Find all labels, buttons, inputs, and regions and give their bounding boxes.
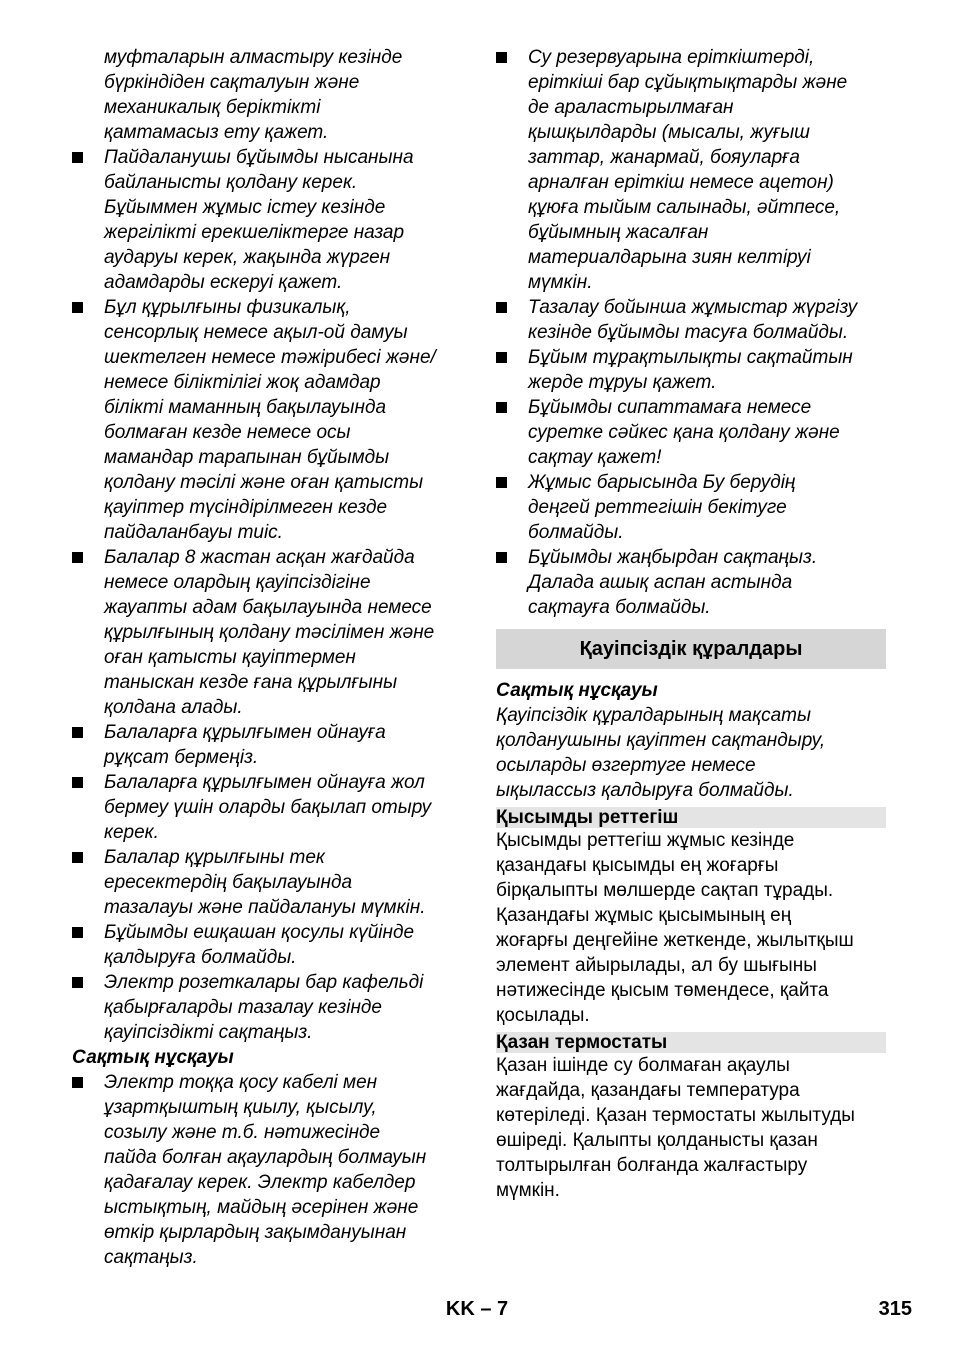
continuation-line: бүркіндіден сақталуын және	[104, 72, 360, 93]
bullet-text-line: мүмкін.	[528, 272, 593, 293]
bullet-item	[496, 470, 886, 545]
caution-text	[496, 703, 886, 803]
bullet-text-line: де араластырылмаған	[528, 97, 734, 118]
bullet-text-line: сақтаңыз.	[104, 1247, 198, 1268]
pressure-line: қосылады.	[496, 1005, 590, 1026]
bullet-text-line: керек.	[104, 822, 159, 843]
bullet-text-line: Балаларға құрылғымен ойнауға жол	[104, 772, 425, 793]
boiler-thermostat-text	[496, 1053, 886, 1203]
bullet-text-line: Бұл құрылғыны физикалық,	[104, 297, 351, 318]
bullet-item	[496, 395, 886, 470]
thermostat-line: жағдайда, қазандағы температура	[496, 1080, 800, 1101]
pressure-line: бірқалыпты мөлшерде сақтап тұрады.	[496, 880, 834, 901]
footer-section-label: KK – 7	[445, 1298, 509, 1320]
bullet-text-line: қышқылдарды (мысалы, жуғыш	[528, 122, 810, 143]
bullet-text-line: суретке сәйкес қана қолдану және	[528, 422, 840, 443]
bullet-text-line: бермеу үшін оларды бақылап отыру	[104, 797, 432, 818]
bullet-item	[72, 845, 462, 920]
bullet-text-line: созылу және т.б. нәтижесінде	[104, 1122, 381, 1143]
continuation-line: қамтамасыз ету қажет.	[104, 122, 329, 143]
bullet-text-line: бұйымның жасалған	[528, 222, 709, 243]
bullet-text-line: Бұйымды ешқашан қосулы күйінде	[104, 922, 415, 943]
pressure-line: нәтижесінде қысым төмендесе, қайта	[496, 980, 829, 1001]
bullet-text-line: Балалар 8 жастан асқан жағдайда	[104, 547, 415, 568]
bullet-text-line: адамдарды ескеруі қажет.	[104, 272, 343, 293]
bullet-text-line: қауіптер түсіндірілмеген кезде	[104, 497, 388, 518]
bullet-item	[496, 295, 886, 345]
bullet-text-line: арналған еріткіш немесе ацетон)	[528, 172, 834, 193]
bullet-text-line: пайда болған ақаулардың болмауын	[104, 1147, 427, 1168]
bullet-text-line: Бұйым тұрақтылықты сақтайтын	[528, 347, 853, 368]
thermostat-line: өшіреді. Қалыпты қолданысты қазан	[496, 1130, 818, 1151]
bullet-text-line: қауіпсіздікті сақтаңыз.	[104, 1022, 313, 1043]
pressure-line: жоғарғы деңгейіне жеткенде, жылытқыш	[496, 930, 854, 951]
bullet-text-line: қолдану тәсілі және оған қатысты	[104, 472, 424, 493]
continuation-text	[72, 45, 462, 145]
bullet-text-line: сақтау қажет!	[528, 447, 662, 468]
bullet-item	[72, 145, 462, 295]
bullet-text-line: Бұйыммен жұмыс істеу кезінде	[104, 197, 386, 218]
bullet-text-line: Бұйымды жаңбырдан сақтаңыз.	[528, 547, 818, 568]
bullet-text-line: рұқсат бермеңіз.	[104, 747, 259, 768]
bullet-text-line: байланысты қолдану керек.	[104, 172, 358, 193]
bullet-text-line: жергілікті ерекшеліктерге назар	[104, 222, 405, 243]
bullet-item	[72, 545, 462, 720]
bullet-text-line: болмайды.	[528, 522, 624, 543]
bullet-item	[72, 295, 462, 545]
bullet-text-line: таныскан кезде ғана құрылғыны	[104, 672, 398, 693]
continuation-line: муфталарын алмастыру кезінде	[104, 47, 403, 68]
bullet-text-line: ыстықтың, майдың әсерінен және	[104, 1197, 419, 1218]
bullet-text-line: пайдаланбауы тиіс.	[104, 522, 283, 543]
bullet-text-line: құрылғының қолдану тәсілімен және	[104, 622, 435, 643]
bullet-text-line: Су резервуарына еріткіштерді,	[528, 47, 815, 68]
continuation-line: механикалық беріктікті	[104, 97, 321, 118]
boiler-thermostat-heading: Қазан термостаты	[496, 1032, 886, 1053]
bullet-text-line: заттар, жанармай, бояуларға	[528, 147, 800, 168]
bullet-text-line: өткір қырлардың зақымдануынан	[104, 1222, 407, 1243]
bullet-text-line: кезінде бұйымды тасуға болмайды.	[528, 322, 849, 343]
bullet-text-line: қадағалау керек. Электр кабелдер	[104, 1172, 416, 1193]
pressure-regulator-heading: Қысымды реттегіш	[496, 807, 886, 828]
bullet-text-line: жауапты адам бақылауында немесе	[104, 597, 432, 618]
bullet-text-line: Электр тоққа қосу кабелі мен	[104, 1072, 378, 1093]
bullet-text-line: Жұмыс барысында Бу берудің	[528, 472, 796, 493]
page-number: 315	[878, 1298, 912, 1320]
caution-heading: Сақтық нұсқауы	[72, 1047, 234, 1068]
bullet-text-line: Тазалау бойынша жұмыстар жүргізу	[528, 297, 858, 318]
bullet-text-line: шектелген немесе тәжірибесі және/	[104, 347, 436, 368]
bullet-text-line: еріткіші бар сұйықтықтарды және	[528, 72, 848, 93]
bullet-text-line: сенсорлық немесе ақыл-ой дамуы	[104, 322, 408, 343]
caution-line: Қауіпсіздік құралдарының мақсаты	[496, 705, 811, 726]
bullet-item	[496, 345, 886, 395]
bullet-text-line: сақтауға болмайды.	[528, 597, 711, 618]
section-title: Қауіпсіздік құралдары	[496, 629, 886, 669]
pressure-line: Қысымды реттегіш жұмыс кезінде	[496, 830, 795, 851]
bullet-text-line: білікті маманның бақылауында	[104, 397, 387, 418]
bullet-item	[496, 45, 886, 295]
caution-heading: Сақтық нұсқауы	[496, 680, 658, 701]
bullet-item	[72, 970, 462, 1045]
bullet-text-line: қабырғаларды тазалау кезінде	[104, 997, 382, 1018]
left-bullet-list	[72, 145, 462, 1045]
bullet-text-line: Бұйымды сипаттамаға немесе	[528, 397, 812, 418]
thermostat-line: Қазан ішінде су болмаған ақаулы	[496, 1055, 790, 1076]
bullet-text-line: немесе олардың қауіпсіздігіне	[104, 572, 371, 593]
bullet-text-line: құюға тыйым салынады, әйтпесе,	[528, 197, 841, 218]
thermostat-line: көтеріледі. Қазан термостаты жылытуды	[496, 1105, 855, 1126]
caution-line: қолданушыны қауіптен сақтандыру,	[496, 730, 826, 751]
bullet-text-line: жерде тұруы қажет.	[528, 372, 717, 393]
caution-line: осыларды өзгертуге немесе	[496, 755, 756, 776]
bullet-item	[72, 720, 462, 770]
bullet-text-line: қолдана алады.	[104, 697, 243, 718]
bullet-text-line: Электр розеткалары бар кафельді	[104, 972, 424, 993]
bullet-text-line: болмаған кезде немесе осы	[104, 422, 351, 443]
thermostat-line: мүмкін.	[496, 1180, 560, 1201]
bullet-text-line: Балалар құрылғыны тек	[104, 847, 325, 868]
bullet-text-line: Балаларға құрылғымен ойнауға	[104, 722, 386, 743]
bullet-item	[72, 920, 462, 970]
bullet-text-line: қалдыруға болмайды.	[104, 947, 297, 968]
pressure-line: элемент айырылады, ал бу шығыны	[496, 955, 817, 976]
bullet-text-line: ересектердің бақылауында	[104, 872, 353, 893]
bullet-text-line: материалдарына зиян келтіруі	[528, 247, 811, 268]
pressure-regulator-text	[496, 828, 886, 1028]
bullet-text-line: тазалауы және пайдалануы мүмкін.	[104, 897, 426, 918]
bullet-text-line: оған қатысты қауіптермен	[104, 647, 356, 668]
bullet-text-line: Далада ашық аспан астында	[528, 572, 793, 593]
bullet-text-line: деңгей реттегішін бекітуге	[528, 497, 787, 518]
bullet-item	[496, 545, 886, 620]
caution-line: ықыласcыз қалдыруға болмайды.	[496, 780, 794, 801]
right-column	[496, 45, 886, 1203]
right-bullet-list	[496, 45, 886, 620]
bullet-text-line: ұзартқыштың қиылу, қысылу,	[104, 1097, 377, 1118]
bullet-text-line: аударуы керек, жақында жүрген	[104, 247, 391, 268]
thermostat-line: толтырылған болғанда жалғастыру	[496, 1155, 808, 1176]
bullet-text-line: Пайдаланушы бұйымды нысанына	[104, 147, 414, 168]
bullet-item	[72, 1070, 462, 1270]
bullet-text-line: немесе біліктілігі жоқ адамдар	[104, 372, 381, 393]
bullet-item	[72, 770, 462, 845]
pressure-line: қазандағы қысымды ең жоғарғы	[496, 855, 779, 876]
left-column	[72, 45, 462, 1270]
pressure-line: Қазандағы жұмыс қысымының ең	[496, 905, 792, 926]
caution-bullet-list	[72, 1070, 462, 1270]
bullet-text-line: мамандар тарапынан бұйымды	[104, 447, 390, 468]
